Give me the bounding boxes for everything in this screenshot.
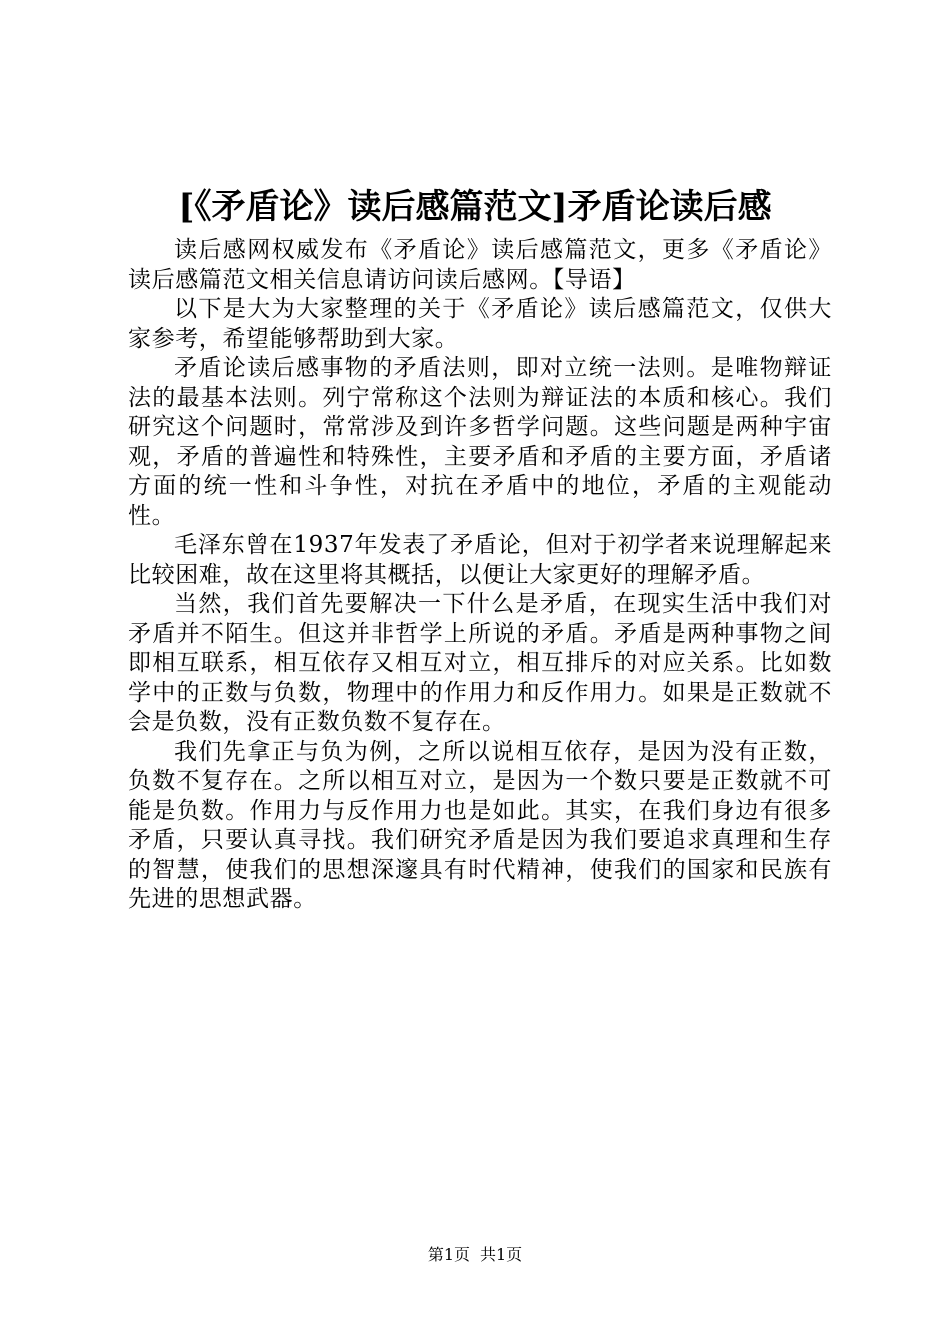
paragraph-2: 以下是大为大家整理的关于《矛盾论》读后感篇范文，仅供大家参考，希望能够帮助到大家。	[128, 296, 832, 352]
document-body	[128, 236, 832, 915]
page-number: 第1页	[427, 1245, 470, 1264]
document-title: [《矛盾论》读后感篇范文]矛盾论读后感	[178, 187, 772, 227]
paragraph-4: 毛泽东曾在1937年发表了矛盾论，但对于初学者来说理解起来比较困难，故在这里将其概括，以便让大家更好的理解矛盾。	[128, 532, 832, 588]
paragraph-5: 当然，我们首先要解决一下什么是矛盾，在现实生活中我们对矛盾并不陌生。但这并非哲学上所说的矛盾。矛盾是两种事物之间即相互联系，相互依存又相互对立，相互排斥的对应关系。比如数学中的正数与负数，物理中的作用力和反作用力。如果是正数就不会是负数，没有正数负数不复存在。	[128, 591, 832, 735]
page-total: 共1页	[480, 1245, 523, 1264]
paragraph-6: 我们先拿正与负为例，之所以说相互依存，是因为没有正数，负数不复存在。之所以相互对立，是因为一个数只要是正数就不可能是负数。作用力与反作用力也是如此。其实，在我们身边有很多矛盾，只要认真寻找。我们研究矛盾是因为我们要追求真理和生存的智慧，使我们的思想深邃具有时代精神，使我们的国家和民族有先进的思想武器。	[128, 738, 832, 912]
page-footer	[0, 1244, 950, 1266]
paragraph-1: 读后感网权威发布《矛盾论》读后感篇范文，更多《矛盾论》读后感篇范文相关信息请访问读后感网。【导语】	[128, 237, 832, 293]
paragraph-3: 矛盾论读后感事物的矛盾法则，即对立统一法则。是唯物辩证法的最基本法则。列宁常称这个法则为辩证法的本质和核心。我们研究这个问题时，常常涉及到许多哲学问题。这些问题是两种宇宙观，矛盾的普遍性和特殊性，主要矛盾和矛盾的主要方面，矛盾诸方面的统一性和斗争性，对抗在矛盾中的地位，矛盾的主观能动性。	[128, 355, 832, 529]
